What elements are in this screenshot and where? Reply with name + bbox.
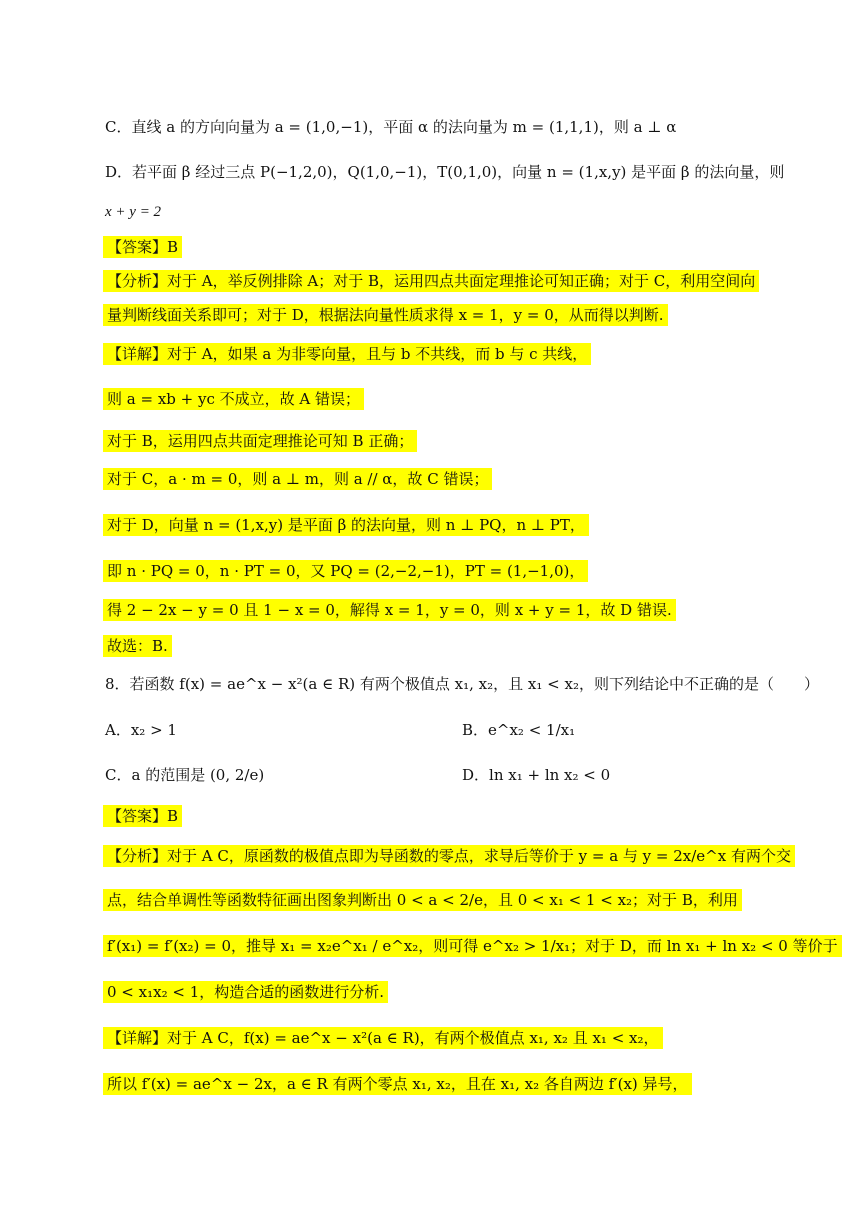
q7-analysis-line-2: 量判断线面关系即可；对于 D，根据法向量性质求得 x = 1，y = 0，从而得以判断. bbox=[103, 304, 668, 326]
q8-analysis-line-4: 0 < x₁x₂ < 1，构造合适的函数进行分析. bbox=[103, 981, 388, 1003]
q8-detail-line-1: 【详解】对于 A C，f(x) = ae^x − x²(a ∈ R)，有两个极值点 x₁, x₂ 且 x₁ < x₂， bbox=[103, 1027, 663, 1049]
q8-detail-line-2: 所以 f′(x) = ae^x − 2x，a ∈ R 有两个零点 x₁, x₂，且在 x₁, x₂ 各自两边 f′(x) 异号， bbox=[103, 1073, 692, 1095]
q8-analysis-line-2: 点，结合单调性等函数特征画出图象判断出 0 < a < 2/e，且 0 < x₁ < 1 < x₂；对于 B，利用 bbox=[103, 889, 742, 911]
q7-detail-line-1: 【详解】对于 A，如果 a 为非零向量，且与 b 不共线，而 b 与 c 共线， bbox=[103, 343, 591, 365]
q8-analysis-line-3: f′(x₁) = f′(x₂) = 0，推导 x₁ = x₂e^x₁ / e^x₂，则可得 e^x₂ > 1/x₁；对于 D，而 ln x₁ + ln x₂ < 0 等价于 bbox=[103, 935, 842, 957]
q7-detail-line-7: 得 2 − 2x − y = 0 且 1 − x = 0，解得 x = 1，y = 0，则 x + y = 1，故 D 错误. bbox=[103, 599, 676, 621]
q8-option-c: C．a 的范围是 (0, 2/e) bbox=[105, 766, 265, 784]
q8-option-d: D．ln x₁ + ln x₂ < 0 bbox=[462, 766, 611, 784]
q7-detail-line-6: 即 n · PQ = 0，n · PT = 0，又 PQ = (2,−2,−1)，PT = (1,−1,0)， bbox=[103, 560, 588, 582]
option-d-line-2: x + y = 2 bbox=[105, 204, 162, 220]
q8-option-b: B．e^x₂ < 1/x₁ bbox=[462, 721, 576, 739]
q8-answer: 【答案】B bbox=[103, 805, 182, 827]
q7-detail-line-2: 则 a = xb + yc 不成立，故 A 错误； bbox=[103, 388, 364, 410]
q8-option-a: A．x₂ > 1 bbox=[105, 721, 177, 739]
q8-stem: 8．若函数 f(x) = ae^x − x²(a ∈ R) 有两个极值点 x₁, x₂，且 x₁ < x₂，则下列结论中不正确的是（ ） bbox=[105, 675, 819, 693]
q7-detail-line-5: 对于 D，向量 n = (1,x,y) 是平面 β 的法向量，则 n ⊥ PQ，n ⊥ PT， bbox=[103, 514, 589, 536]
q7-detail-line-3: 对于 B，运用四点共面定理推论可知 B 正确； bbox=[103, 430, 417, 452]
option-c: C．直线 a 的方向向量为 a = (1,0,−1)，平面 α 的法向量为 m = (1,1,1)，则 a ⊥ α bbox=[105, 118, 677, 136]
q7-analysis-line-1: 【分析】对于 A，举反例排除 A；对于 B，运用四点共面定理推论可知正确；对于 C，利用空间向 bbox=[103, 270, 759, 292]
q7-answer: 【答案】B bbox=[103, 236, 182, 258]
q8-analysis-line-1: 【分析】对于 A C，原函数的极值点即为导函数的零点，求导后等价于 y = a 与 y = 2x/e^x 有两个交 bbox=[103, 845, 795, 867]
q7-choice: 故选：B. bbox=[103, 635, 172, 657]
q7-detail-line-4: 对于 C，a · m = 0，则 a ⊥ m，则 a // α，故 C 错误； bbox=[103, 468, 492, 490]
option-d-line-1: D．若平面 β 经过三点 P(−1,2,0)，Q(1,0,−1)，T(0,1,0)，向量 n = (1,x,y) 是平面 β 的法向量，则 bbox=[105, 163, 785, 181]
